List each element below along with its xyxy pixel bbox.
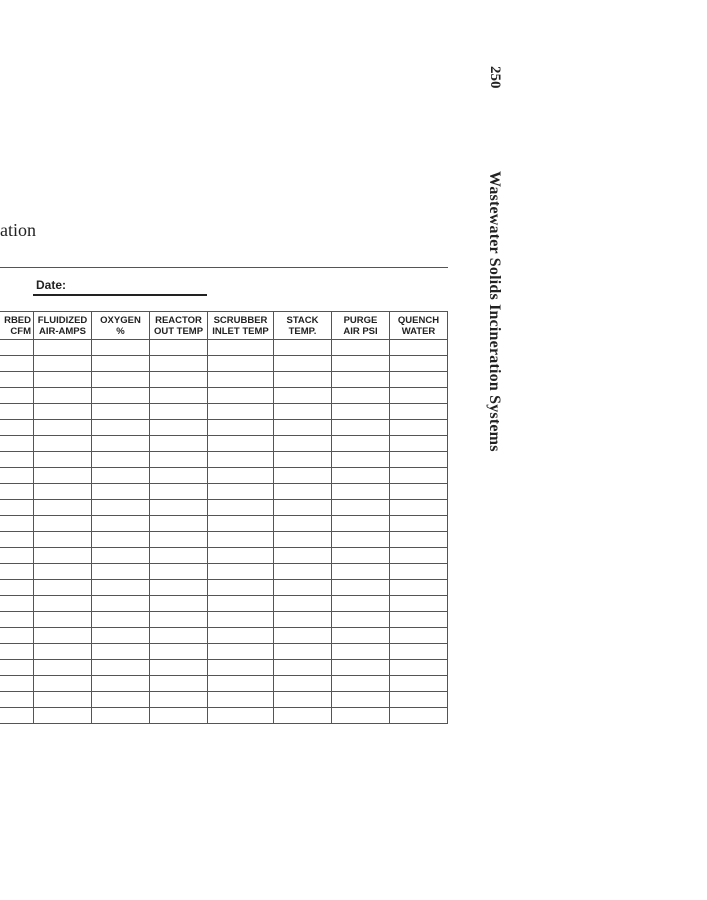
- table-cell[interactable]: [274, 564, 332, 580]
- table-header-row: [0, 312, 448, 340]
- table-cell[interactable]: [274, 404, 332, 420]
- table-cell[interactable]: [0, 676, 34, 692]
- column-header-airbed-cfm: RBED CFM: [0, 312, 34, 340]
- table-cell[interactable]: [208, 404, 274, 420]
- table-row: [0, 436, 448, 452]
- title-divider: [0, 267, 448, 268]
- table-row: [0, 692, 448, 708]
- table-cell[interactable]: [332, 340, 390, 356]
- table-cell[interactable]: [34, 628, 92, 644]
- table-cell[interactable]: [332, 516, 390, 532]
- table-cell[interactable]: [332, 676, 390, 692]
- table-cell[interactable]: [34, 660, 92, 676]
- table-cell[interactable]: [150, 644, 208, 660]
- table-cell[interactable]: [208, 532, 274, 548]
- table-cell[interactable]: [150, 356, 208, 372]
- table-cell[interactable]: [274, 548, 332, 564]
- table-cell[interactable]: [92, 676, 150, 692]
- table-cell[interactable]: [274, 708, 332, 724]
- table-cell[interactable]: [150, 532, 208, 548]
- table-cell[interactable]: [92, 612, 150, 628]
- table-cell[interactable]: [390, 404, 448, 420]
- table-cell[interactable]: [332, 500, 390, 516]
- table-cell[interactable]: [92, 532, 150, 548]
- table-cell[interactable]: [0, 708, 34, 724]
- table-cell[interactable]: [0, 436, 34, 452]
- table-row: [0, 708, 448, 724]
- table-cell[interactable]: [92, 644, 150, 660]
- table-cell[interactable]: [0, 580, 34, 596]
- table-cell[interactable]: [92, 340, 150, 356]
- table-cell[interactable]: [208, 372, 274, 388]
- table-cell[interactable]: [390, 644, 448, 660]
- table-row: [0, 628, 448, 644]
- table-cell[interactable]: [332, 452, 390, 468]
- table-cell[interactable]: [332, 612, 390, 628]
- table-cell[interactable]: [274, 372, 332, 388]
- table-cell[interactable]: [274, 532, 332, 548]
- table-row: [0, 356, 448, 372]
- table-cell[interactable]: [150, 516, 208, 532]
- table-cell[interactable]: [390, 516, 448, 532]
- column-header-scrubber-inlet-temp: SCRUBBER INLET TEMP: [208, 312, 274, 340]
- table-cell[interactable]: [0, 356, 34, 372]
- table-cell[interactable]: [390, 340, 448, 356]
- table-cell[interactable]: [0, 372, 34, 388]
- table-cell[interactable]: [0, 340, 34, 356]
- table-cell[interactable]: [208, 516, 274, 532]
- table-cell[interactable]: [0, 532, 34, 548]
- table-row: [0, 580, 448, 596]
- column-header-reactor-out-temp: REACTOR OUT TEMP: [150, 312, 208, 340]
- table-cell[interactable]: [332, 628, 390, 644]
- table-row: [0, 372, 448, 388]
- table-cell[interactable]: [332, 660, 390, 676]
- table-row: [0, 404, 448, 420]
- table-cell[interactable]: [0, 660, 34, 676]
- table-cell[interactable]: [208, 644, 274, 660]
- form-title: ation: [0, 220, 36, 240]
- table-cell[interactable]: [150, 388, 208, 404]
- table-cell[interactable]: [34, 708, 92, 724]
- table-cell[interactable]: [92, 628, 150, 644]
- table-cell[interactable]: [274, 676, 332, 692]
- table-cell[interactable]: [274, 388, 332, 404]
- table-cell[interactable]: [0, 516, 34, 532]
- table-cell[interactable]: [274, 420, 332, 436]
- table-cell[interactable]: [150, 420, 208, 436]
- table-cell[interactable]: [390, 436, 448, 452]
- table-cell[interactable]: [92, 500, 150, 516]
- table-cell[interactable]: [274, 612, 332, 628]
- table-cell[interactable]: [92, 516, 150, 532]
- table-cell[interactable]: [150, 452, 208, 468]
- table-cell[interactable]: [390, 708, 448, 724]
- table-cell[interactable]: [34, 404, 92, 420]
- table-cell[interactable]: [150, 468, 208, 484]
- table-cell[interactable]: [150, 500, 208, 516]
- table-cell[interactable]: [92, 468, 150, 484]
- table-cell[interactable]: [332, 356, 390, 372]
- table-cell[interactable]: [390, 660, 448, 676]
- table-cell[interactable]: [92, 692, 150, 708]
- table-cell[interactable]: [332, 420, 390, 436]
- table-cell[interactable]: [390, 564, 448, 580]
- table-cell[interactable]: [332, 692, 390, 708]
- table-cell[interactable]: [0, 644, 34, 660]
- table-cell[interactable]: [150, 436, 208, 452]
- table-cell[interactable]: [0, 388, 34, 404]
- column-header-fluidized-air-amps: FLUIDIZED AIR-AMPS: [34, 312, 92, 340]
- table-cell[interactable]: [150, 596, 208, 612]
- column-header-quench-water: QUENCH WATER: [390, 312, 448, 340]
- table-cell[interactable]: [0, 548, 34, 564]
- table-cell[interactable]: [332, 548, 390, 564]
- table-body: [0, 340, 448, 724]
- date-label: Date:: [36, 278, 67, 292]
- operating-log-table: [0, 311, 448, 724]
- table-cell[interactable]: [0, 692, 34, 708]
- table-cell[interactable]: [92, 436, 150, 452]
- table-cell[interactable]: [34, 340, 92, 356]
- table-row: [0, 452, 448, 468]
- date-field-line[interactable]: [33, 294, 207, 296]
- table-cell[interactable]: [390, 420, 448, 436]
- table-cell[interactable]: [208, 660, 274, 676]
- table-cell[interactable]: [390, 372, 448, 388]
- table-cell[interactable]: [274, 580, 332, 596]
- table-cell[interactable]: [34, 548, 92, 564]
- table-cell[interactable]: [390, 388, 448, 404]
- table-cell[interactable]: [34, 388, 92, 404]
- table-cell[interactable]: [208, 388, 274, 404]
- table-cell[interactable]: [208, 564, 274, 580]
- table-cell[interactable]: [150, 484, 208, 500]
- table-cell[interactable]: [34, 580, 92, 596]
- table-row: [0, 612, 448, 628]
- table-cell[interactable]: [332, 580, 390, 596]
- table-cell[interactable]: [92, 404, 150, 420]
- column-header-oxygen: OXYGEN %: [92, 312, 150, 340]
- table-cell[interactable]: [34, 356, 92, 372]
- table-cell[interactable]: [208, 676, 274, 692]
- table-cell[interactable]: [208, 452, 274, 468]
- table-cell[interactable]: [208, 340, 274, 356]
- table-cell[interactable]: [92, 356, 150, 372]
- table-cell[interactable]: [92, 452, 150, 468]
- table-cell[interactable]: [208, 596, 274, 612]
- table-cell[interactable]: [0, 628, 34, 644]
- running-header-book-title: Wastewater Solids Incineration Systems: [486, 171, 503, 452]
- table-cell[interactable]: [274, 628, 332, 644]
- table-cell[interactable]: [92, 708, 150, 724]
- table-cell[interactable]: [92, 388, 150, 404]
- table-cell[interactable]: [34, 468, 92, 484]
- table-cell[interactable]: [332, 388, 390, 404]
- column-header-purge-air-psi: PURGE AIR PSI: [332, 312, 390, 340]
- table-cell[interactable]: [92, 372, 150, 388]
- table-cell[interactable]: [0, 468, 34, 484]
- table-cell[interactable]: [208, 436, 274, 452]
- table-cell[interactable]: [34, 532, 92, 548]
- table-row: [0, 500, 448, 516]
- table-cell[interactable]: [34, 372, 92, 388]
- table-cell[interactable]: [274, 468, 332, 484]
- table-row: [0, 484, 448, 500]
- table-cell[interactable]: [34, 676, 92, 692]
- table-cell[interactable]: [34, 692, 92, 708]
- table-cell[interactable]: [274, 484, 332, 500]
- table-cell[interactable]: [0, 484, 34, 500]
- table-cell[interactable]: [332, 532, 390, 548]
- table-cell[interactable]: [274, 356, 332, 372]
- table-cell[interactable]: [208, 580, 274, 596]
- table-row: [0, 564, 448, 580]
- table-cell[interactable]: [390, 596, 448, 612]
- table-cell[interactable]: [92, 420, 150, 436]
- table-cell[interactable]: [274, 436, 332, 452]
- table-cell[interactable]: [390, 356, 448, 372]
- table-cell[interactable]: [390, 532, 448, 548]
- table-row: [0, 340, 448, 356]
- table-cell[interactable]: [34, 484, 92, 500]
- table-cell[interactable]: [92, 548, 150, 564]
- table-cell[interactable]: [0, 420, 34, 436]
- table-cell[interactable]: [150, 612, 208, 628]
- table-cell[interactable]: [150, 564, 208, 580]
- table-cell[interactable]: [34, 644, 92, 660]
- table-row: [0, 388, 448, 404]
- table-cell[interactable]: [208, 500, 274, 516]
- table-cell[interactable]: [150, 580, 208, 596]
- table-cell[interactable]: [0, 564, 34, 580]
- table-cell[interactable]: [390, 612, 448, 628]
- table-cell[interactable]: [274, 660, 332, 676]
- table-cell[interactable]: [150, 660, 208, 676]
- table-cell[interactable]: [150, 628, 208, 644]
- table-cell[interactable]: [332, 468, 390, 484]
- table-cell[interactable]: [0, 404, 34, 420]
- table-cell[interactable]: [332, 404, 390, 420]
- table-cell[interactable]: [332, 484, 390, 500]
- table-cell[interactable]: [208, 468, 274, 484]
- table-cell[interactable]: [274, 516, 332, 532]
- table-cell[interactable]: [390, 452, 448, 468]
- table-cell[interactable]: [390, 484, 448, 500]
- table-cell[interactable]: [332, 372, 390, 388]
- table-cell[interactable]: [332, 436, 390, 452]
- table-row: [0, 420, 448, 436]
- table-cell[interactable]: [208, 612, 274, 628]
- table-cell[interactable]: [208, 420, 274, 436]
- table-cell[interactable]: [208, 628, 274, 644]
- table-row: [0, 516, 448, 532]
- table-row: [0, 596, 448, 612]
- table-cell[interactable]: [150, 548, 208, 564]
- table-cell[interactable]: [150, 372, 208, 388]
- table-cell[interactable]: [208, 708, 274, 724]
- table-cell[interactable]: [34, 420, 92, 436]
- table-cell[interactable]: [150, 340, 208, 356]
- table-cell[interactable]: [208, 356, 274, 372]
- table-cell[interactable]: [0, 596, 34, 612]
- table-cell[interactable]: [390, 580, 448, 596]
- table-cell[interactable]: [34, 500, 92, 516]
- table-cell[interactable]: [274, 500, 332, 516]
- table-cell[interactable]: [274, 340, 332, 356]
- table-cell[interactable]: [332, 596, 390, 612]
- table-cell[interactable]: [390, 692, 448, 708]
- table-cell[interactable]: [274, 692, 332, 708]
- table-cell[interactable]: [332, 644, 390, 660]
- table-cell[interactable]: [208, 548, 274, 564]
- table-cell[interactable]: [332, 708, 390, 724]
- table-cell[interactable]: [34, 516, 92, 532]
- table-cell[interactable]: [274, 644, 332, 660]
- table-cell[interactable]: [0, 612, 34, 628]
- table-cell[interactable]: [150, 692, 208, 708]
- table-row: [0, 468, 448, 484]
- table-cell[interactable]: [34, 564, 92, 580]
- table-cell[interactable]: [34, 452, 92, 468]
- table-cell[interactable]: [150, 404, 208, 420]
- table-cell[interactable]: [208, 484, 274, 500]
- table-cell[interactable]: [92, 484, 150, 500]
- table-cell[interactable]: [332, 564, 390, 580]
- table-row: [0, 676, 448, 692]
- table-cell[interactable]: [34, 612, 92, 628]
- column-header-stack-temp: STACK TEMP.: [274, 312, 332, 340]
- table-cell[interactable]: [274, 596, 332, 612]
- table-cell[interactable]: [390, 500, 448, 516]
- table-cell[interactable]: [0, 500, 34, 516]
- page-number: 250: [487, 66, 503, 89]
- table-cell[interactable]: [390, 468, 448, 484]
- table-cell[interactable]: [0, 452, 34, 468]
- table-row: [0, 548, 448, 564]
- table-cell[interactable]: [92, 564, 150, 580]
- table-cell[interactable]: [390, 548, 448, 564]
- table-cell[interactable]: [390, 628, 448, 644]
- table-cell[interactable]: [92, 596, 150, 612]
- table-row: [0, 532, 448, 548]
- table-cell[interactable]: [208, 692, 274, 708]
- table-row: [0, 660, 448, 676]
- table-cell[interactable]: [150, 708, 208, 724]
- table-row: [0, 644, 448, 660]
- table-cell[interactable]: [274, 452, 332, 468]
- table-cell[interactable]: [150, 676, 208, 692]
- table-cell[interactable]: [390, 676, 448, 692]
- table-cell[interactable]: [92, 660, 150, 676]
- table-cell[interactable]: [34, 436, 92, 452]
- table-cell[interactable]: [34, 596, 92, 612]
- table-cell[interactable]: [92, 580, 150, 596]
